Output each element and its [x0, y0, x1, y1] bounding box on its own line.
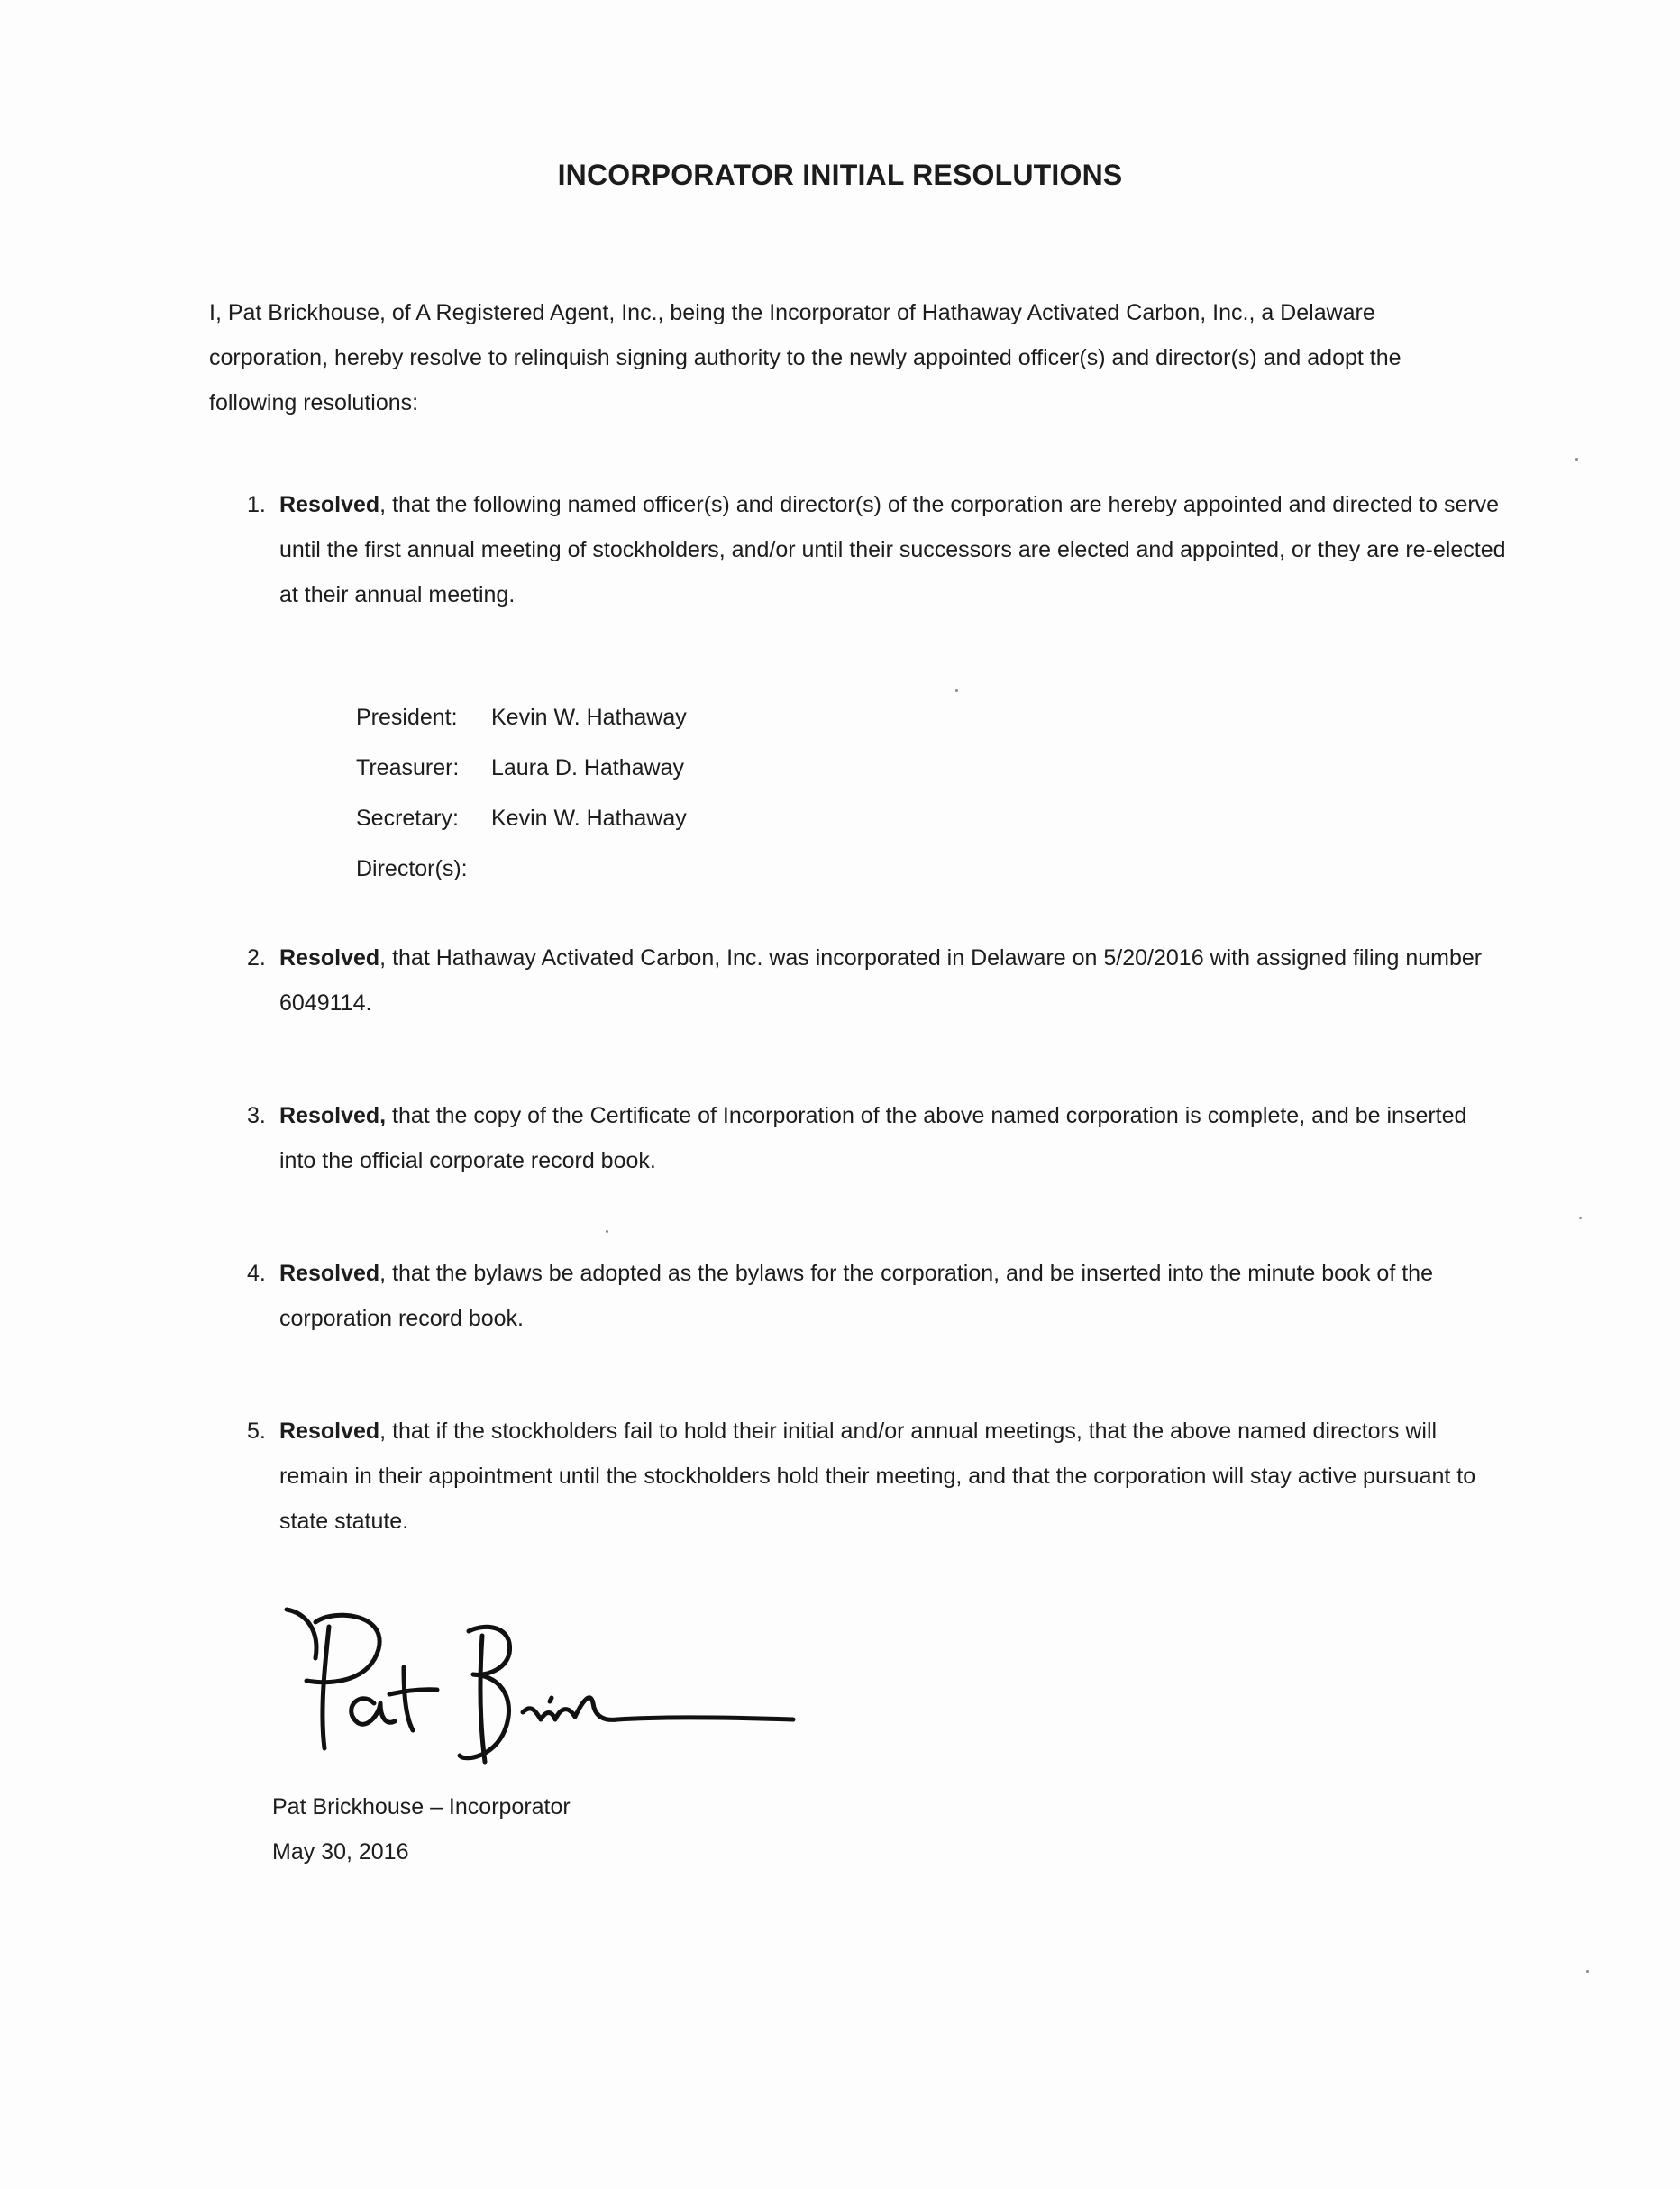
- officer-name: Laura D. Hathaway: [491, 755, 685, 780]
- officer-role: Treasurer:: [356, 755, 460, 780]
- resolution-number: 1.: [247, 492, 266, 517]
- officer-list: [356, 692, 687, 894]
- resolution-item-2: [247, 935, 1509, 1026]
- resolution-number: 3.: [247, 1103, 266, 1128]
- officer-row-treasurer: [356, 743, 687, 793]
- officer-name: Kevin W. Hathaway: [491, 806, 687, 831]
- officer-role: Secretary:: [356, 806, 459, 831]
- resolution-body: [279, 935, 1509, 1026]
- resolution-keyword: Resolved: [279, 1418, 380, 1444]
- signer-name-line: Pat Brickhouse – Incorporator: [272, 1794, 571, 1820]
- resolution-text: , that Hathaway Activated Carbon, Inc. was incorporated in Delaware on 5/20/2016 with assigned filing number 6049114.: [279, 945, 1483, 1016]
- resolution-body: [279, 482, 1509, 617]
- resolution-text: that the copy of the Certificate of Incorporation of the above named corporation is complete, and be inserted into the official corporate record book.: [279, 1103, 1467, 1173]
- resolution-number: 4.: [247, 1261, 266, 1286]
- officer-row-president: [356, 692, 687, 743]
- resolution-item-4: [247, 1251, 1509, 1341]
- resolution-body: [279, 1251, 1509, 1341]
- resolution-text: , that the bylaws be adopted as the bylaws for the corporation, and be inserted into the minute book of the corporation record book.: [279, 1261, 1433, 1331]
- resolution-keyword: Resolved: [279, 1261, 380, 1286]
- officer-role: President:: [356, 705, 458, 730]
- document-title: INCORPORATOR INITIAL RESOLUTIONS: [557, 159, 1123, 191]
- resolution-text: , that if the stockholders fail to hold their initial and/or annual meetings, that the above named directors will remain in their appointment until the stockholders hold their meeting, and that the corporation will stay active pursuant to state statute.: [279, 1418, 1476, 1534]
- resolution-keyword: Resolved: [279, 945, 380, 971]
- officer-row-secretary: [356, 793, 687, 844]
- resolution-number: 2.: [247, 945, 266, 971]
- resolution-item-1: [247, 482, 1509, 617]
- resolution-body: [279, 1409, 1509, 1544]
- resolution-item-5: [247, 1409, 1509, 1544]
- resolution-keyword: Resolved,: [279, 1103, 387, 1128]
- officer-name: Kevin W. Hathaway: [491, 705, 687, 730]
- resolution-number: 5.: [247, 1418, 266, 1444]
- scan-speck: [1586, 1970, 1589, 1973]
- resolution-body: [279, 1093, 1509, 1183]
- intro-paragraph: I, Pat Brickhouse, of A Registered Agent, Inc., being the Incorporator of Hathaway Activated Carbon, Inc., a Delaware corporation, hereby resolve to relinquish signing authority to the newly appointed officer(s) and director(s) and adopt the following resolutions:: [209, 300, 1402, 415]
- scan-speck: [1575, 458, 1578, 461]
- resolution-text: , that the following named officer(s) and director(s) of the corporation are hereby appointed and directed to serve until the first annual meeting of stockholders, and/or until their successors are elected and appointed, or they are re-elected at their annual meeting.: [279, 492, 1506, 607]
- officer-role: Director(s):: [356, 856, 468, 881]
- signature-date: May 30, 2016: [272, 1839, 409, 1865]
- scan-speck: [1579, 1217, 1582, 1219]
- scan-speck: [955, 689, 958, 692]
- scan-speck: [606, 1230, 608, 1233]
- resolution-keyword: Resolved: [279, 492, 380, 517]
- officer-row-directors: [356, 844, 687, 894]
- resolution-item-3: [247, 1093, 1509, 1183]
- handwritten-signature: [279, 1604, 802, 1784]
